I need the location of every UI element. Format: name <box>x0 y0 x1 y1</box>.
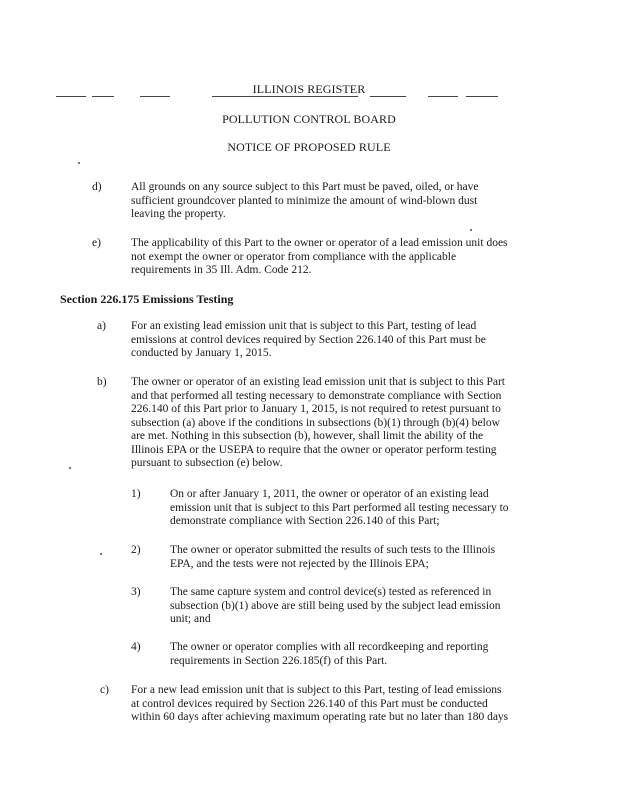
subsection-b <box>131 376 505 471</box>
scan-speck <box>69 467 71 469</box>
text-line: Illinois EPA or the USEPA to require that the owner or operator perform testing <box>131 443 497 456</box>
board-title: POLLUTION CONTROL BOARD <box>222 112 396 126</box>
item-4 <box>170 641 488 668</box>
text-line: pursuant to subsection (e) below. <box>131 457 283 469</box>
item-2 <box>170 544 495 571</box>
paragraph-label-e: e) <box>92 237 101 249</box>
text-line: are met. Nothing in this subsection (b), however, shall limit the ability of the <box>131 430 484 442</box>
text-line: unit; and <box>170 613 211 625</box>
text-line: The applicability of this Part to the owner or operator of a lead emission unit does <box>131 237 508 249</box>
text-line: For a new lead emission unit that is subject to this Part, testing of lead emissions <box>131 684 502 696</box>
item-label-3: 3) <box>131 586 141 598</box>
text-line: The same capture system and control device(s) tested as referenced in <box>170 586 492 598</box>
subsection-label-b: b) <box>97 376 107 388</box>
text-line: within 60 days after achieving maximum operating rate but no later than 180 days <box>131 711 509 723</box>
text-line: demonstrate compliance with Section 226.140 of this Part; <box>170 515 440 527</box>
subsection-c <box>131 684 508 725</box>
register-title: ILLINOIS REGISTER <box>252 82 366 96</box>
notice-title: NOTICE OF PROPOSED RULE <box>227 140 391 154</box>
section-heading: Section 226.175 Emissions Testing <box>60 292 234 306</box>
text-line: requirements in 35 Ill. Adm. Code 212. <box>131 264 312 276</box>
text-line: emissions at control devices required by Section 226.140 of this Part must be <box>131 333 486 346</box>
paragraph-label-d: d) <box>92 181 102 193</box>
text-line: On or after January 1, 2011, the owner or operator of an existing lead <box>170 488 489 500</box>
item-3 <box>170 586 501 627</box>
text-line: The owner or operator submitted the results of such tests to the Illinois <box>170 544 496 556</box>
item-label-2: 2) <box>131 544 141 556</box>
item-label-1: 1) <box>131 488 141 500</box>
text-line: EPA, and the tests were not rejected by the Illinois EPA; <box>170 557 429 570</box>
text-line: emission unit that is subject to this Part performed all testing necessary to <box>170 501 509 514</box>
text-line: leaving the property. <box>131 208 226 220</box>
paragraph-d <box>131 181 479 222</box>
subsection-label-c: c) <box>100 684 109 696</box>
text-line: and that performed all testing necessary to demonstrate compliance with Section <box>131 389 502 402</box>
text-line: The owner or operator complies with all recordkeeping and reporting <box>170 641 489 653</box>
text-line: conducted by January 1, 2015. <box>131 347 272 359</box>
text-line: subsection (a) above if the conditions in subsections (b)(1) through (b)(4) below <box>131 416 500 429</box>
text-line: requirements in Section 226.185(f) of this Part. <box>170 654 388 667</box>
scan-speck <box>470 229 472 231</box>
text-line: not exempt the owner or operator from compliance with the applicable <box>131 250 457 263</box>
text-line: 226.140 of this Part prior to January 1, 2015, is not required to retest pursuant to <box>131 403 501 415</box>
item-label-4: 4) <box>131 641 141 653</box>
paragraph-e <box>131 237 508 278</box>
scan-speck <box>100 553 102 555</box>
subsection-a <box>131 320 486 361</box>
text-line: The owner or operator of an existing lead emission unit that is subject to this Part <box>131 376 505 388</box>
text-line: sufficient groundcover planted to minimize the amount of wind-blown dust <box>131 194 478 207</box>
text-line: at control devices required by Section 226.140 of this Part must be conducted <box>131 697 488 710</box>
text-line: For an existing lead emission unit that is subject to this Part, testing of lead <box>131 320 477 332</box>
scan-speck <box>78 162 80 164</box>
text-line: subsection (b)(1) above are still being used by the subject lead emission <box>170 599 501 612</box>
text-line: All grounds on any source subject to this Part must be paved, oiled, or have <box>131 181 479 193</box>
item-1 <box>170 488 509 529</box>
subsection-label-a: a) <box>97 320 106 332</box>
